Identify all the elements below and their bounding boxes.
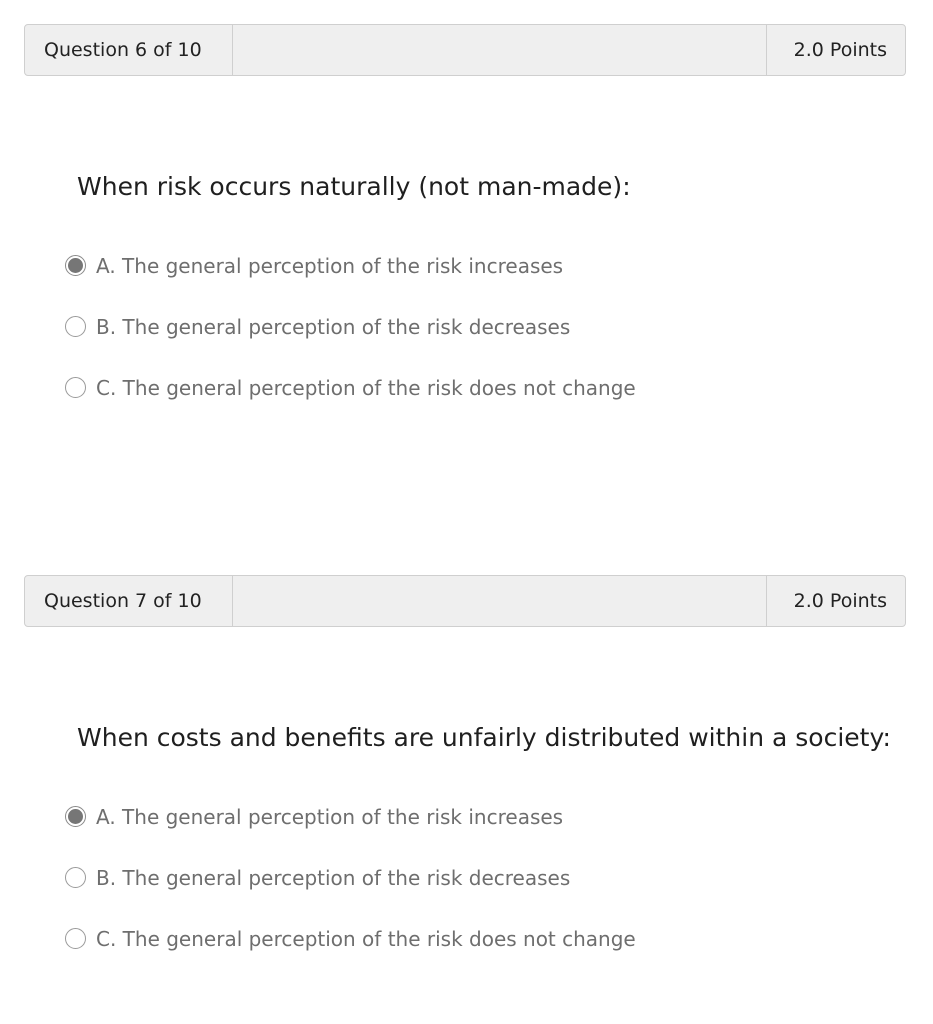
radio-button[interactable] [65, 377, 86, 398]
answer-option-label[interactable]: C. The general perception of the risk does not change [96, 376, 636, 400]
answer-option-a[interactable] [65, 250, 905, 311]
answer-option-label[interactable]: B. The general perception of the risk decreases [96, 315, 571, 339]
answer-options [65, 250, 905, 433]
answer-option-label[interactable]: B. The general perception of the risk decreases [96, 866, 571, 890]
answer-option-label[interactable]: A. The general perception of the risk increases [96, 805, 564, 829]
answer-option-c[interactable] [65, 923, 905, 984]
radio-button[interactable] [65, 806, 86, 827]
radio-button[interactable] [65, 316, 86, 337]
question-points: 2.0 Points [766, 25, 905, 75]
question-header-spacer [233, 576, 767, 626]
radio-button[interactable] [65, 255, 86, 276]
answer-option-label[interactable]: C. The general perception of the risk does not change [96, 927, 636, 951]
radio-button[interactable] [65, 867, 86, 888]
question-header [24, 575, 906, 627]
answer-options [65, 801, 905, 984]
answer-option-a[interactable] [65, 801, 905, 862]
answer-option-label[interactable]: A. The general perception of the risk increases [96, 254, 564, 278]
question-header-spacer [233, 25, 767, 75]
question-header [24, 24, 906, 76]
question-number: Question 6 of 10 [25, 25, 233, 75]
question-prompt: When risk occurs naturally (not man-made): [77, 172, 631, 201]
answer-option-b[interactable] [65, 311, 905, 372]
question-prompt: When costs and benefits are unfairly distributed within a society: [77, 723, 891, 752]
question-points: 2.0 Points [766, 576, 905, 626]
radio-button[interactable] [65, 928, 86, 949]
answer-option-b[interactable] [65, 862, 905, 923]
answer-option-c[interactable] [65, 372, 905, 433]
question-number: Question 7 of 10 [25, 576, 233, 626]
